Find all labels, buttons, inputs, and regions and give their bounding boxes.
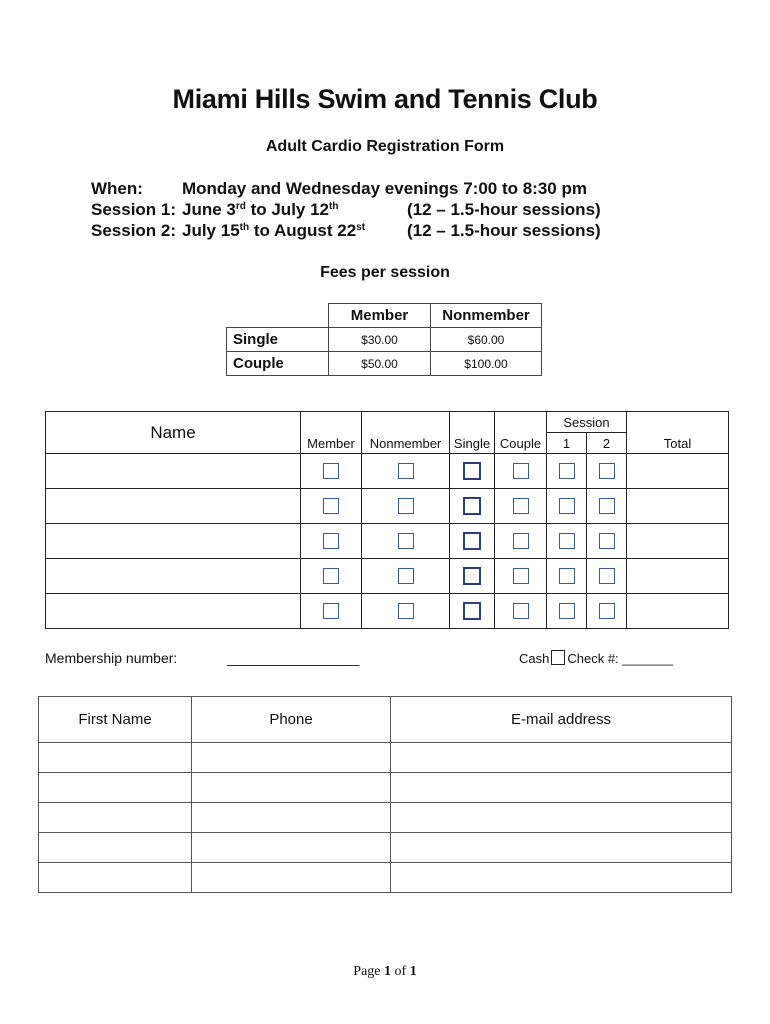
- fees-value: $100.00: [431, 352, 542, 376]
- total-cell[interactable]: [627, 524, 729, 559]
- nonmember-checkbox[interactable]: [398, 603, 414, 619]
- session-1-detail: (12 – 1.5-hour sessions): [407, 200, 601, 219]
- page-total: 1: [409, 964, 417, 979]
- cash-label: Cash: [519, 651, 550, 666]
- name-cell[interactable]: [46, 594, 301, 629]
- session-2-checkbox[interactable]: [599, 463, 615, 479]
- total-header: Total: [627, 412, 729, 454]
- fees-row-label: Couple: [227, 352, 329, 376]
- couple-checkbox[interactable]: [513, 568, 529, 584]
- total-cell[interactable]: [627, 489, 729, 524]
- single-checkbox[interactable]: [463, 497, 481, 515]
- session-2-header: 2: [587, 433, 627, 454]
- single-checkbox[interactable]: [463, 602, 481, 620]
- payment-options: [519, 650, 673, 666]
- member-checkbox[interactable]: [323, 498, 339, 514]
- when-value: Monday and Wednesday evenings 7:00 to 8:30 pm: [182, 179, 587, 198]
- session-2-checkbox[interactable]: [599, 533, 615, 549]
- session-1-checkbox[interactable]: [559, 603, 575, 619]
- single-checkbox[interactable]: [463, 567, 481, 585]
- fees-table: [226, 303, 542, 376]
- first-name-cell[interactable]: [39, 833, 192, 863]
- single-checkbox[interactable]: [463, 532, 481, 550]
- phone-header: Phone: [192, 697, 391, 743]
- session-header: Session: [547, 412, 627, 433]
- session-1-checkbox[interactable]: [559, 463, 575, 479]
- phone-cell[interactable]: [192, 773, 391, 803]
- table-row: [46, 489, 729, 524]
- check-number-field[interactable]: Check #: _______: [567, 651, 673, 666]
- first-name-cell[interactable]: [39, 863, 192, 893]
- session-1-header: 1: [547, 433, 587, 454]
- fees-value: $50.00: [329, 352, 431, 376]
- registration-table: [45, 411, 729, 629]
- single-header: Single: [450, 412, 495, 454]
- couple-checkbox[interactable]: [513, 603, 529, 619]
- table-row: [39, 803, 732, 833]
- fees-row-label: Single: [227, 328, 329, 352]
- member-checkbox[interactable]: [323, 463, 339, 479]
- nonmember-checkbox[interactable]: [398, 533, 414, 549]
- nonmember-checkbox[interactable]: [398, 463, 414, 479]
- session-2-dates: July 15th to August 22st: [182, 221, 366, 240]
- total-cell[interactable]: [627, 594, 729, 629]
- table-row: [46, 454, 729, 489]
- single-checkbox[interactable]: [463, 462, 481, 480]
- name-cell[interactable]: [46, 454, 301, 489]
- table-row: [39, 743, 732, 773]
- table-row: [39, 833, 732, 863]
- couple-header: Couple: [495, 412, 547, 454]
- form-subtitle: Adult Cardio Registration Form: [265, 138, 505, 155]
- member-header: Member: [301, 412, 362, 454]
- email-cell[interactable]: [391, 743, 732, 773]
- total-cell[interactable]: [627, 454, 729, 489]
- membership-label: Membership number:: [45, 650, 178, 666]
- email-cell[interactable]: [391, 863, 732, 893]
- session-1-dates: June 3rd to July 12th: [182, 200, 339, 219]
- phone-cell[interactable]: [192, 833, 391, 863]
- page-number: 1: [384, 964, 392, 979]
- form-title: Miami Hills Swim and Tennis Club: [172, 84, 598, 114]
- fees-title: Fees per session: [320, 264, 450, 281]
- phone-cell[interactable]: [192, 743, 391, 773]
- couple-checkbox[interactable]: [513, 463, 529, 479]
- table-row: [46, 559, 729, 594]
- session-2-label: Session 2:: [91, 221, 177, 240]
- email-cell[interactable]: [391, 833, 732, 863]
- email-header: E-mail address: [391, 697, 732, 743]
- cash-checkbox[interactable]: [551, 650, 565, 665]
- member-checkbox[interactable]: [323, 603, 339, 619]
- nonmember-checkbox[interactable]: [398, 498, 414, 514]
- fees-value: $60.00: [431, 328, 542, 352]
- couple-checkbox[interactable]: [513, 533, 529, 549]
- contact-table: [38, 696, 732, 893]
- session-2-checkbox[interactable]: [599, 498, 615, 514]
- first-name-header: First Name: [39, 697, 192, 743]
- session-1-checkbox[interactable]: [559, 568, 575, 584]
- email-cell[interactable]: [391, 803, 732, 833]
- nonmember-header: Nonmember: [362, 412, 450, 454]
- couple-checkbox[interactable]: [513, 498, 529, 514]
- table-row: [39, 863, 732, 893]
- membership-number-field[interactable]: _________________: [227, 650, 360, 666]
- session-1-checkbox[interactable]: [559, 498, 575, 514]
- table-row: [39, 773, 732, 803]
- email-cell[interactable]: [391, 773, 732, 803]
- when-label: When:: [91, 179, 143, 198]
- first-name-cell[interactable]: [39, 803, 192, 833]
- session-1-checkbox[interactable]: [559, 533, 575, 549]
- page-footer: Page 1 of 1: [353, 964, 417, 979]
- member-checkbox[interactable]: [323, 568, 339, 584]
- member-checkbox[interactable]: [323, 533, 339, 549]
- first-name-cell[interactable]: [39, 743, 192, 773]
- first-name-cell[interactable]: [39, 773, 192, 803]
- table-row: [46, 524, 729, 559]
- phone-cell[interactable]: [192, 803, 391, 833]
- name-header: Name: [46, 412, 301, 454]
- session-1-label: Session 1:: [91, 200, 177, 219]
- phone-cell[interactable]: [192, 863, 391, 893]
- session-2-checkbox[interactable]: [599, 603, 615, 619]
- fees-value: $30.00: [329, 328, 431, 352]
- name-cell[interactable]: [46, 559, 301, 594]
- session-2-checkbox[interactable]: [599, 568, 615, 584]
- nonmember-checkbox[interactable]: [398, 568, 414, 584]
- name-cell[interactable]: [46, 489, 301, 524]
- fees-col-member: Member: [329, 304, 431, 328]
- session-2-detail: (12 – 1.5-hour sessions): [407, 221, 601, 240]
- total-cell[interactable]: [627, 559, 729, 594]
- table-row: [46, 594, 729, 629]
- name-cell[interactable]: [46, 524, 301, 559]
- fees-col-nonmember: Nonmember: [431, 304, 542, 328]
